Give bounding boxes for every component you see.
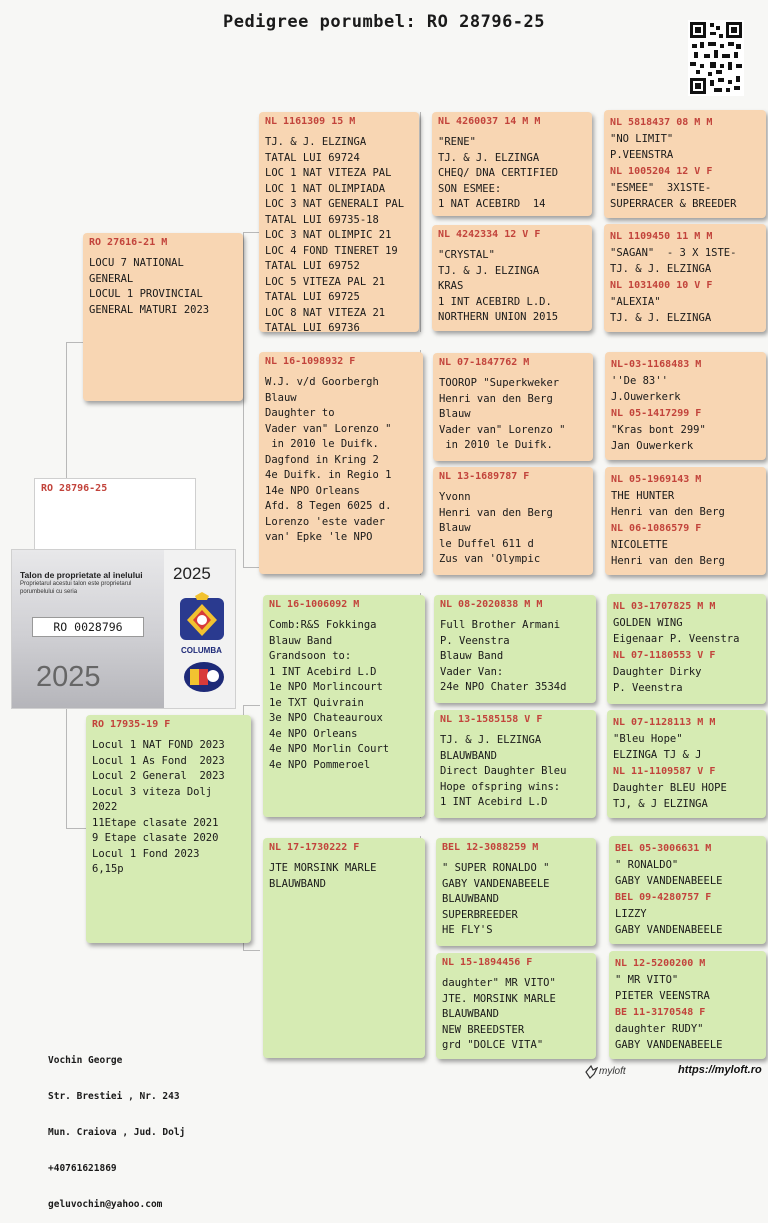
pigeon-info: THE HUNTER Henri van den Berg <box>611 490 725 518</box>
ring-number: NL 1161309 15 M <box>265 116 356 127</box>
owner-city: Mun. Craiova , Jud. Dolj <box>48 1127 186 1138</box>
great-grandparent-card <box>432 112 592 216</box>
ring-number: NL-03-1168483 M <box>611 359 702 370</box>
great-grandparent-card <box>436 953 596 1059</box>
pigeon-info: " RONALDO" GABY VANDENABEELE <box>615 859 723 887</box>
ring-number: NL 17-1730222 F <box>269 842 360 853</box>
ring-number: BEL 09-4280757 F <box>615 892 712 903</box>
connector-line <box>243 232 244 567</box>
connector-line <box>66 708 67 828</box>
pigeon-info: NICOLETTE Henri van den Berg <box>611 539 725 567</box>
ring-number: NL 08-2020838 M M <box>440 599 543 610</box>
ring-number: NL 5818437 08 M M <box>610 117 713 128</box>
ring-number: NL 16-1006092 M <box>269 599 360 610</box>
great-grandparent-card <box>434 595 596 703</box>
ring-number: RO 27616-21 M <box>89 237 168 248</box>
pigeon-info: "ESMEE" 3X1STE- SUPERRACER & BREEDER <box>610 182 737 210</box>
great-grandparent-card <box>436 838 596 946</box>
pigeon-info: Full Brother Armani P. Veenstra Blauw Band Vader Van: 24e NPO Chater 3534d <box>440 619 567 693</box>
grandparent-card <box>259 112 419 332</box>
ring-certificate <box>11 549 236 709</box>
pigeon-info: Locul 1 NAT FOND 2023 Locul 1 As Fond 2023 Locul 2 General 2023 Locul 3 viteza Dolj 2022 11Etape clasate 2021 9 Etape clasate 2020 Locul 1 Fond 2023 6,15p <box>92 739 225 875</box>
great-grandparent-card <box>433 467 593 575</box>
ancestor-pair-card <box>607 594 766 704</box>
pigeon-info: TOOROP "Superkweker Henri van den Berg Blauw Vader van" Lorenzo " in 2010 le Duifk. <box>439 377 566 451</box>
connector-line <box>243 232 260 233</box>
ancestor-pair-card <box>609 836 766 944</box>
ring-number: NL 16-1098932 F <box>265 356 356 367</box>
connector-line <box>243 705 260 706</box>
pigeon-info: daughter" MR VITO" JTE. MORSINK MARLE BLAUWBAND NEW BREEDSTER grd "DOLCE VITA" <box>442 977 556 1051</box>
ancestor-pair-card <box>604 224 766 332</box>
ancestor-pair-card <box>605 467 766 575</box>
pigeon-info: TJ. & J. ELZINGA BLAUWBAND Direct Daughter Bleu Hope ofspring wins: 1 INT Acebird L.D <box>440 734 567 808</box>
pigeon-info: W.J. v/d Goorbergh Blauw Daughter to Vader van" Lorenzo " in 2010 le Duifk. Dagfond in Kring 2 4e Duifk. in Regio 1 14e NPO Orleans Afd. 8 Tegen 6025 d. Lorenzo 'este vader van' Epke 'le NPO <box>265 376 392 543</box>
ancestor-pair-card <box>604 110 766 218</box>
certificate-year-large: 2025 <box>36 661 101 693</box>
certificate-heading: Talon de proprietate al inelului <box>20 570 143 580</box>
ring-number: NL 06-1086579 F <box>611 523 702 534</box>
pigeon-info: JTE MORSINK MARLE BLAUWBAND <box>269 862 377 890</box>
great-grandparent-card <box>432 225 592 331</box>
grandparent-card <box>263 595 425 817</box>
great-grandparent-card <box>433 353 593 461</box>
subject-ring: RO 28796-25 <box>41 483 108 494</box>
pigeon-info: Yvonn Henri van den Berg Blauw le Duffel 611 d Zus van 'Olympic <box>439 491 553 565</box>
qr-code-icon <box>688 20 744 96</box>
page-title: Pedigree porumbel: RO 28796-25 <box>222 12 546 32</box>
great-grandparent-card <box>434 710 596 818</box>
pigeon-info: "CRYSTAL" TJ. & J. ELZINGA KRAS 1 INT ACEBIRD L.D. NORTHERN UNION 2015 <box>438 249 559 323</box>
pigeon-info: ''De 83'' J.Ouwerkerk <box>611 375 681 403</box>
ring-number: NL 13-1689787 F <box>439 471 530 482</box>
ring-number: BEL 12-3088259 M <box>442 842 539 853</box>
connector-line <box>243 950 260 951</box>
pigeon-info: " MR VITO" PIETER VEENSTRA <box>615 974 710 1002</box>
owner-email[interactable]: geluvochin@yahoo.com <box>48 1199 163 1210</box>
ring-number: NL 03-1707825 M M <box>613 601 716 612</box>
certificate-year: 2025 <box>173 564 211 583</box>
ring-number: NL 13-1585158 V F <box>440 714 543 725</box>
pigeon-info: "NO LIMIT" P.VEENSTRA <box>610 133 674 161</box>
ring-number: NL 4260037 14 M M <box>438 116 541 127</box>
mother-card <box>86 715 251 943</box>
ring-number: NL 1109450 11 M M <box>610 231 713 242</box>
ring-number: NL 07-1847762 M <box>439 357 530 368</box>
ring-number: NL 15-1894456 F <box>442 957 533 968</box>
ring-number: NL 07-1180553 V F <box>613 650 716 661</box>
connector-line <box>66 828 88 829</box>
federation-logo-icon <box>182 660 226 694</box>
ancestor-pair-card <box>605 352 766 460</box>
columba-emblem-icon <box>177 592 227 644</box>
ring-number: NL 07-1128113 M M <box>613 717 716 728</box>
subject-card <box>34 478 196 550</box>
pigeon-info: "Bleu Hope" ELZINGA TJ & J <box>613 733 702 761</box>
pigeon-info: daughter RUDY" GABY VANDENABEELE <box>615 1023 723 1051</box>
certificate-subtitle: Proprietarul acestui talon este proprietarul porumbelului cu seria <box>20 581 132 595</box>
ancestor-pair-card <box>607 710 766 818</box>
grandparent-card <box>259 352 423 574</box>
pigeon-info: "ALEXIA" TJ. & J. ELZINGA <box>610 296 712 324</box>
owner-phone: +40761621869 <box>48 1163 117 1174</box>
connector-line <box>420 112 421 332</box>
myloft-link[interactable]: https://myloft.ro <box>678 1064 762 1076</box>
father-card <box>83 233 243 401</box>
ring-number: NL 12-5200200 M <box>615 958 706 969</box>
certificate-brand: COLUMBA <box>181 646 222 655</box>
pigeon-info: "Kras bont 299" Jan Ouwerkerk <box>611 424 706 452</box>
grandparent-card <box>263 838 425 1058</box>
pigeon-info: LOCU 7 NATIONAL GENERAL LOCUL 1 PROVINCIAL GENERAL MATURI 2023 <box>89 257 210 316</box>
ring-number: NL 05-1969143 M <box>611 474 702 485</box>
connector-line <box>66 342 67 478</box>
pigeon-info: LIZZY GABY VANDENABEELE <box>615 908 723 936</box>
pigeon-info: " SUPER RONALDO " GABY VANDENABEELE BLAUWBAND SUPERBREEDER HE FLY'S <box>442 862 550 936</box>
pigeon-info: Daughter BLEU HOPE TJ, & J ELZINGA <box>613 782 727 810</box>
pigeon-info: Daughter Dirky P. Veenstra <box>613 666 702 694</box>
ring-number: RO 17935-19 F <box>92 719 171 730</box>
pigeon-info: TJ. & J. ELZINGA TATAL LUI 69724 LOC 1 NAT VITEZA PAL LOC 1 NAT OLIMPIADA LOC 3 NAT GENERALI PAL TATAL LUI 69735-18 LOC 3 NAT OLIMPIC 21 LOC 4 FOND TINERET 19 TATAL LUI 69752 LOC 5 VITEZA PAL 21 TATAL LUI 69725 LOC 8 NAT VITEZA 21 TATAL LUI 69736 <box>265 136 405 332</box>
owner-street: Str. Brestiei , Nr. 243 <box>48 1091 180 1102</box>
myloft-pigeon-icon <box>584 1064 598 1080</box>
pigeon-info: GOLDEN WING Eigenaar P. Veenstra <box>613 617 740 645</box>
pigeon-info: Comb:R&S Fokkinga Blauw Band Grandsoon to: 1 INT Acebird L.D 1e NPO Morlincourt 1e TXT Quivrain 3e NPO Chateauroux 4e NPO Orleans 4e NPO Morlin Court 4e NPO Pommeroel <box>269 619 390 771</box>
ring-number: NL 1005204 12 V F <box>610 166 713 177</box>
owner-contact <box>48 1031 185 1223</box>
certificate-number: RO 0028796 <box>32 617 144 637</box>
ring-number: NL 05-1417299 F <box>611 408 702 419</box>
ancestor-pair-card <box>609 951 766 1059</box>
owner-name: Vochin George <box>48 1055 123 1066</box>
myloft-logo: myloft <box>599 1066 626 1077</box>
ring-number: NL 1031400 10 V F <box>610 280 713 291</box>
ring-number: BEL 05-3006631 M <box>615 843 712 854</box>
ring-number: BE 11-3170548 F <box>615 1007 706 1018</box>
ring-number: NL 4242334 12 V F <box>438 229 541 240</box>
ring-number: NL 11-1109587 V F <box>613 766 716 777</box>
pigeon-info: "SAGAN" - 3 X 1STE- TJ. & J. ELZINGA <box>610 247 737 275</box>
pigeon-info: "RENE" TJ. & J. ELZINGA CHEQ/ DNA CERTIFIED SON ESMEE: 1 NAT ACEBIRD 14 <box>438 136 559 210</box>
connector-line <box>243 567 260 568</box>
